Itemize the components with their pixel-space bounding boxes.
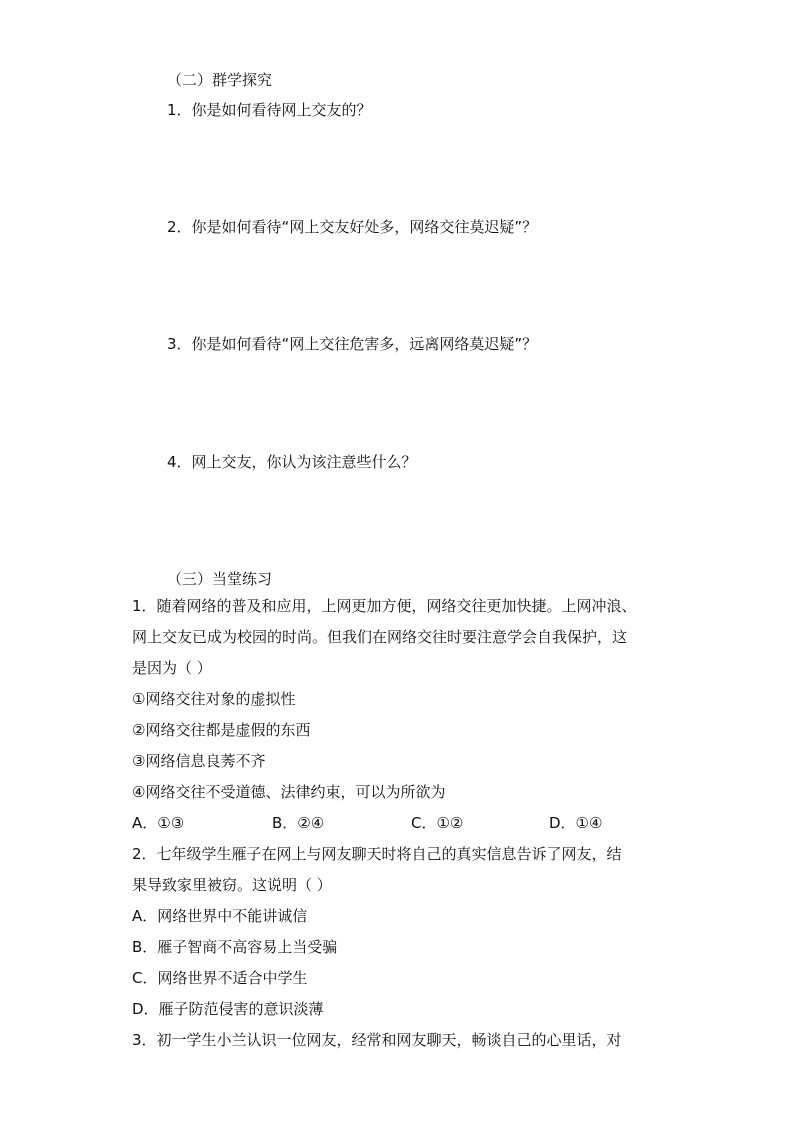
q1-statement-4: ④网络交往不受道德、法律约束，可以为所欲为 <box>132 783 446 801</box>
q1-option-a: A．①③ <box>132 814 185 832</box>
section-heading-practice: （三）当堂练习 <box>167 570 273 588</box>
practice-q1-line-2: 网上交友已成为校园的时尚。但我们在网络交往时要注意学会自我保护，这 <box>132 628 628 646</box>
q2-option-a: A．网络世界中不能讲诚信 <box>132 907 308 925</box>
practice-q3-line-1: 3．初一学生小兰认识一位网友，经常和网友聊天，畅谈自己的心里话，对 <box>132 1031 622 1049</box>
q1-option-c: C．①② <box>411 814 464 832</box>
inquiry-question-1: 1．你是如何看待网上交友的？ <box>167 101 372 119</box>
practice-q1-line-1: 1．随着网络的普及和应用，上网更加方便，网络交往更加快捷。上网冲浪、 <box>132 597 637 615</box>
practice-q1-line-3: 是因为（ ） <box>132 659 212 677</box>
q2-option-b: B．雁子智商不高容易上当受骗 <box>132 938 338 956</box>
q1-statement-3: ③网络信息良莠不齐 <box>132 752 266 770</box>
practice-q2-line-2: 果导致家里被窃。这说明（ ） <box>132 876 332 894</box>
q2-option-d: D．雁子防范侵害的意识淡薄 <box>132 1000 324 1018</box>
q1-option-b: B．②④ <box>272 814 325 832</box>
practice-q2-line-1: 2．七年级学生雁子在网上与网友聊天时将自己的真实信息告诉了网友，结 <box>132 845 622 863</box>
inquiry-question-2: 2．你是如何看待“网上交友好处多，网络交往莫迟疑”？ <box>167 218 538 236</box>
q1-statement-1: ①网络交往对象的虚拟性 <box>132 690 296 708</box>
inquiry-question-3: 3．你是如何看待“网上交往危害多，远离网络莫迟疑”？ <box>167 335 538 353</box>
q1-statement-2: ②网络交往都是虚假的东西 <box>132 721 311 739</box>
q2-option-c: C．网络世界不适合中学生 <box>132 969 308 987</box>
q1-option-d: D．①④ <box>549 814 603 832</box>
inquiry-question-4: 4．网上交友，你认为该注意些什么？ <box>167 453 417 471</box>
section-heading-group-inquiry: （二）群学探究 <box>167 71 273 89</box>
